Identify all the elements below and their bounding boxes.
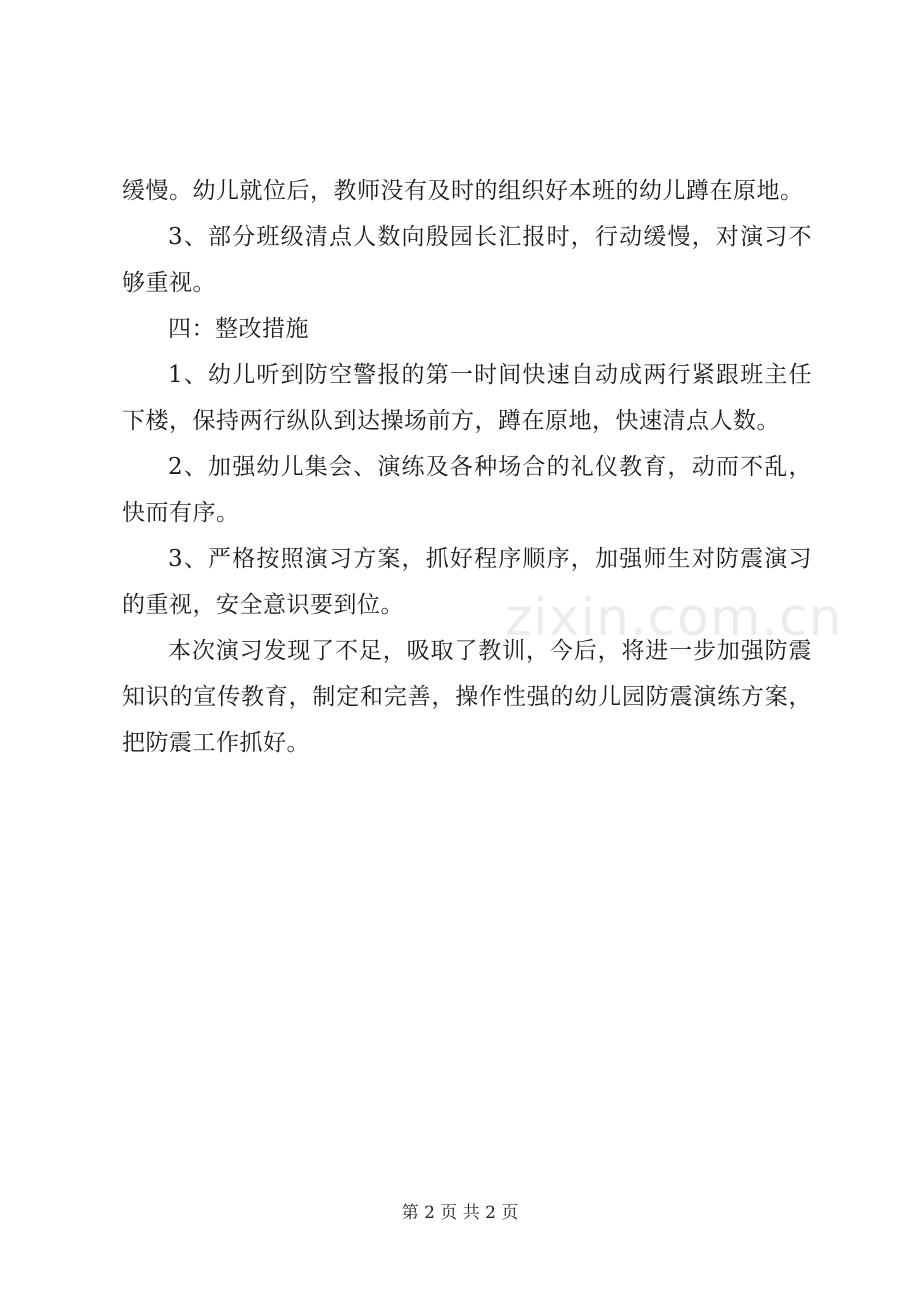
paragraph-conclusion: 本次演习发现了不足，吸取了教训，今后，将进一步加强防震知识的宣传教育，制定和完善，操作性强的幼儿园防震演练方案，把防震工作抓好。 [122,638,812,756]
page-footer: 第 2 页 共 2 页 [401,1203,519,1223]
paragraph-measure-3: 3、严格按照演习方案，抓好程序顺序，加强师生对防震演习的重视，安全意识要到位。 [122,546,812,618]
paragraph-measure-2: 2、加强幼儿集会、演练及各种场合的礼仪教育，动而不乱，快而有序。 [122,454,812,526]
document-body [122,168,812,766]
paragraph-measure-1: 1、幼儿听到防空警报的第一时间快速自动成两行紧跟班主任下楼，保持两行纵队到达操场前方，蹲在原地，快速清点人数。 [122,362,812,434]
paragraph-1: 缓慢。幼儿就位后，教师没有及时的组织好本班的幼儿蹲在原地。 [122,178,804,204]
paragraph-2: 3、部分班级清点人数向殷园长汇报时，行动缓慢，对演习不够重视。 [122,224,812,296]
section-heading: 四：整改措施 [168,316,309,342]
watermark: zixin.com.cn [505,588,843,648]
